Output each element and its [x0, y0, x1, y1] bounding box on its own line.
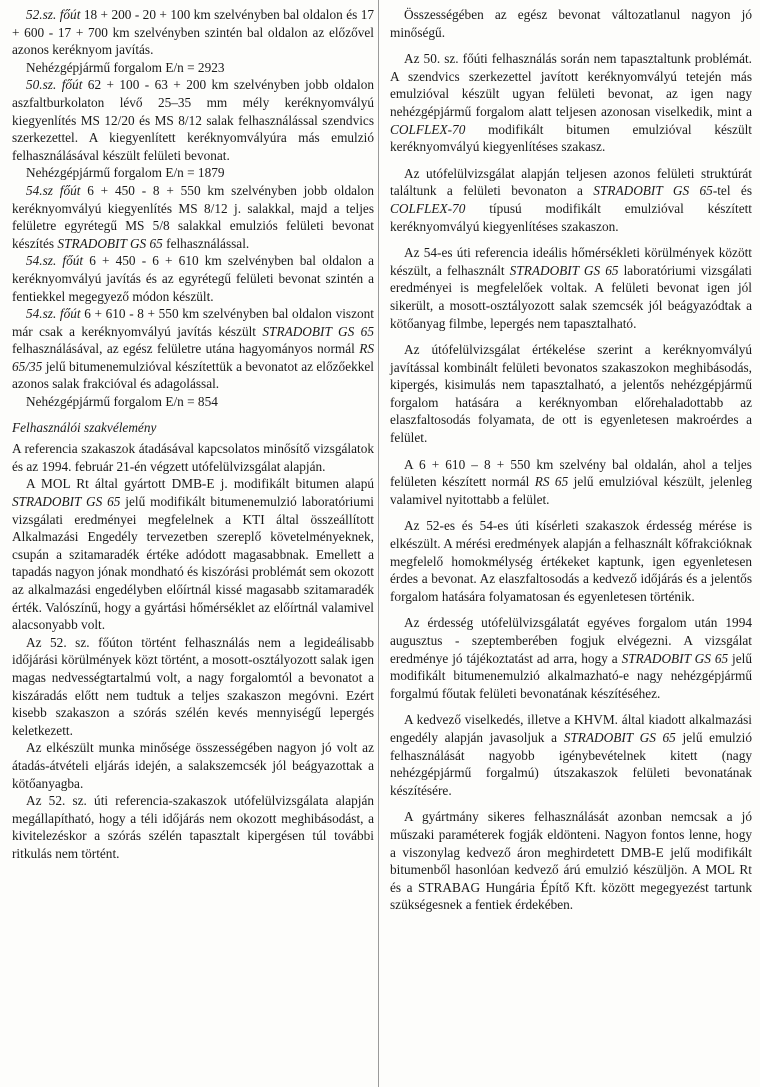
paragraph: A referencia szakaszok átadásával kapcsolatos minősítő vizsgálatok és az 1994. február 21-én végzett utófelülvizsgálat alapján. [12, 441, 374, 474]
paragraph: Az utófelülvizsgálat alapján teljesen azonos felületi struktúrát találtunk a felületi bevonaton a STRADOBIT GS 65-tel és COLFLEX-70 típusú modifikált emulzióval készített keréknyomvályú kiegyenlítéses szakaszon. [390, 165, 752, 234]
paragraph: Az 52. sz. főúton történt felhasználás nem a legideálisabb időjárási körülmények közt történt, a mosott-osztályozott salak igen magas nedvességtartalmú volt, a nagy forgalomtól a bevonatot a kiszáradás előtt nem tudtuk a teljes szakaszon megóvni. Ezért kisebb szakaszon a szórás szélén kevés mennyiségű lepergés keletkezett. [12, 634, 374, 738]
section-heading: Felhasználói szakvélemény [12, 419, 157, 435]
paragraph: A MOL Rt által gyártott DMB-E j. modifikált bitumen alapú STRADOBIT GS 65 jelű modifikált bitumenemulzió laboratóriumi vizsgálati eredményei megfelelnek a KTI által összeállított Alkalmazási Engedély tervezetben szereplő követelményeknek, csupán a szitamaradék értéke adódott magasabbnak. Emellett a tapadás nagyon jónak mondható és kiszórási problémát sem okozott az alkalmazási engedélyben előírtnál kissé magasabb szitamaradék érték. Valószínű, hogy a gyártási hőmérséklet az előírtnál valamivel alacsonyabb volt. [12, 476, 374, 633]
paragraph: Az 54-es úti referencia ideális hőmérsékleti körülmények között készült, a felhasznált STRADOBIT GS 65 laboratóriumi vizsgálati eredményei is megfelelőek voltak. A felületi bevonat igen jól sikerült, a mosott-osztályozott salak szemcsék jól beágyazódtak a kötőanyag filmbe, lepergés nem tapasztalható. [390, 245, 752, 331]
paragraph: 50.sz. főút 62 + 100 - 63 + 200 km szelvényben jobb oldalon aszfaltburkolaton lévő 25–35 mm mély keréknyomvályú kiegyenlítés MS 12/20 és MS 8/12 salak felhasználással szendvics szerkezettel. A kiegyenlített keréknyomvályúra más emulzió felhasználásával készült felületi bevonat. [12, 77, 374, 163]
paragraph: A kedvező viselkedés, illetve a KHVM. által kiadott alkalmazási engedély alapján javasoljuk a STRADOBIT GS 65 jelű emulzió felhasználását nagyobb igénybevételnek kitett (nagy nehézgépjármű forgalmú) útszakaszok felületi bevonatának készítésére. [390, 712, 752, 798]
paragraph: 52.sz. főút 18 + 200 - 20 + 100 km szelvényben bal oldalon és 17 + 600 - 17 + 700 km szelvényben szintén bal oldalon az előzővel azonos keréknyom javítás. [12, 7, 374, 58]
column-divider [378, 0, 379, 1087]
paragraph: A gyártmány sikeres felhasználását azonban nemcsak a jó műszaki paraméterek fogják eldönteni. Nagyon fontos lenne, hogy a viszonylag kedvező áron meghirdetett DMB-E jelű modifikált bitumenből hasonlóan kedvező árú emulzió készüljön. A MOL Rt és a STRABAG Hungária Építő Kft. között megegyezést tartunk szükségesnek a fentiek érdekében. [390, 809, 752, 913]
paragraph: Az útófelülvizsgálat értékelése szerint a keréknyomvályú javítással kombinált felületi bevonatos szakaszokon meghibásodás, kipergés, kisimulás nem tapasztalható, a jelentős nehézgépjármű forgalom hatására a keréknyomban előrehaladottabb az elaszfaltosodás folyamata, de ott is egyenletesen makroérdes a felület. [390, 342, 752, 446]
paragraph: 54.sz főút 6 + 450 - 8 + 550 km szelvényben jobb oldalon keréknyomvályú kiegyenlítés MS 8/12 j. salakkal, majd a teljes felületre egyrétegű MS 5/8 salakkal emulziós felületi bevonat készítés STRADOBIT GS 65 felhasználással. [12, 182, 374, 251]
paragraph: Összességében az egész bevonat változatlanul nagyon jó minőségű. [390, 7, 752, 40]
right-column [390, 6, 752, 914]
paragraph: Az elkészült munka minősége összességében nagyon jó volt az átadás-átvételi eljárás idején, a salakszemcsék jól beágyazottak a kötőanyagba. [12, 740, 374, 791]
paragraph: A 6 + 610 – 8 + 550 km szelvény bal oldalán, ahol a teljes felületen készített normál RS 65 jelű emulzióval készült, jelenleg valamivel nyitottabb a felület. [390, 456, 752, 507]
paragraph: Az 50. sz. főúti felhasználás során nem tapasztaltunk problémát. A szendvics szerkezettel javított keréknyomvályú tetején más emulzióval készült ugyan felületi bevonat, az igen nagy nehézgépjármű forgalom alatt teljesen azonosan viselkedik, mint a COLFLEX-70 modifikált bitumen emulzióval készült keréknyomvályú kiegyenlítéses szakasz. [390, 51, 752, 155]
paragraph: Az 52-es és 54-es úti kísérleti szakaszok érdesség mérése is elkészült. A mérési eredmények alapján a felhasznált kőfrakcióknak megfelelő homokmélység értékeket kaptunk, igen egyenletesen érdes a bevonat. Az elaszfaltosodás a kedvező időjárás és a jelentős forgalom hatására folyamatosan és egyenletesen történik. [390, 518, 752, 604]
traffic-value: Nehézgépjármű forgalom E/n = 1879 [26, 165, 225, 181]
left-column [12, 6, 374, 863]
traffic-value: Nehézgépjármű forgalom E/n = 2923 [26, 59, 225, 75]
paragraph: 54.sz. főút 6 + 450 - 6 + 610 km szelvényben bal oldalon a keréknyomvályú javítás és az egyrétegű felületi bevonat szintén a fentiekkel megegyező módon készült. [12, 253, 374, 304]
paragraph: 54.sz. főút 6 + 610 - 8 + 550 km szelvényben bal oldalon viszont már csak a keréknyomvályú javítás készült STRADOBIT GS 65 felhasználásával, az egész felületre utána hagyományos normál RS 65/35 jelű bitumenemulzióval készítettük a bevonatot az előzőekkel azonos salak frakcióval és adagolással. [12, 306, 374, 392]
paragraph: Az érdesség utófelülvizsgálatát egyéves forgalom után 1994 augusztus - szeptemberében fogjuk elvégezni. A vizsgálat eredménye jó tájékoztatást ad arra, hogy a STRADOBIT GS 65 jelű modifikált bitumenemulzió alkalmazható-e nagy nehézgépjármű forgalmú főutak felületi bevonatának készítéséhez. [390, 615, 752, 701]
traffic-value: Nehézgépjármű forgalom E/n = 854 [26, 394, 218, 410]
paragraph: Az 52. sz. úti referencia-szakaszok utófelülvizsgálata alapján megállapítható, hogy a téli időjárás nem okozott meghibásodást, a kivitelezéskor a szórás szélén tapasztalt kipergésen túl további ritkulás nem történt. [12, 793, 374, 861]
